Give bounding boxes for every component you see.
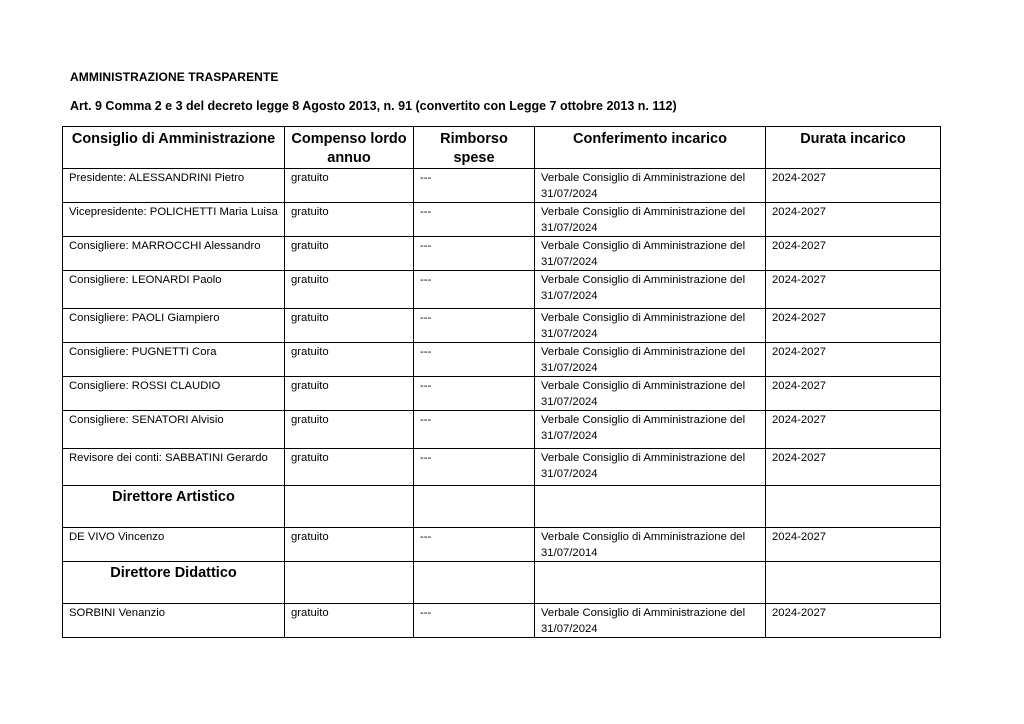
member-name: Presidente: ALESSANDRINI Pietro (63, 169, 285, 203)
header-consiglio: Consiglio di Amministrazione (63, 127, 285, 169)
empty-cell (414, 562, 535, 604)
member-compenso: gratuito (285, 237, 414, 271)
member-durata: 2024-2027 (766, 343, 941, 377)
member-name: Consigliere: PAOLI Giampiero (63, 309, 285, 343)
member-rimborso: --- (414, 604, 535, 638)
member-name: Revisore dei conti: SABBATINI Gerardo (63, 449, 285, 486)
table-row (63, 169, 941, 203)
member-durata: 2024-2027 (766, 237, 941, 271)
member-conferimento: Verbale Consiglio di Amministrazione del 31/07/2024 (535, 449, 766, 486)
member-name: Vicepresidente: POLICHETTI Maria Luisa (63, 203, 285, 237)
member-conferimento: Verbale Consiglio di Amministrazione del 31/07/2024 (535, 411, 766, 449)
member-compenso: gratuito (285, 271, 414, 309)
header-conferimento: Conferimento incarico (535, 127, 766, 169)
member-compenso: gratuito (285, 528, 414, 562)
header-rimborso: Rimborso spese (414, 127, 535, 169)
empty-cell (285, 486, 414, 528)
member-rimborso: --- (414, 309, 535, 343)
table-row (63, 271, 941, 309)
member-name: Consigliere: LEONARDI Paolo (63, 271, 285, 309)
table-row (63, 309, 941, 343)
member-durata: 2024-2027 (766, 604, 941, 638)
section-row-artistico (63, 486, 941, 528)
member-name: SORBINI Venanzio (63, 604, 285, 638)
table-row (63, 237, 941, 271)
table-header-row (63, 127, 941, 169)
member-rimborso: --- (414, 411, 535, 449)
member-compenso: gratuito (285, 203, 414, 237)
member-rimborso: --- (414, 343, 535, 377)
member-compenso: gratuito (285, 169, 414, 203)
member-durata: 2024-2027 (766, 377, 941, 411)
member-conferimento: Verbale Consiglio di Amministrazione del 31/07/2024 (535, 203, 766, 237)
table-row (63, 377, 941, 411)
empty-cell (766, 562, 941, 604)
member-compenso: gratuito (285, 309, 414, 343)
member-compenso: gratuito (285, 411, 414, 449)
member-conferimento: Verbale Consiglio di Amministrazione del 31/07/2024 (535, 309, 766, 343)
member-conferimento: Verbale Consiglio di Amministrazione del 31/07/2024 (535, 237, 766, 271)
table-row (63, 449, 941, 486)
member-name: Consigliere: MARROCCHI Alessandro (63, 237, 285, 271)
empty-cell (535, 562, 766, 604)
member-durata: 2024-2027 (766, 411, 941, 449)
member-rimborso: --- (414, 169, 535, 203)
member-durata: 2024-2027 (766, 449, 941, 486)
header-durata: Durata incarico (766, 127, 941, 169)
member-rimborso: --- (414, 237, 535, 271)
empty-cell (414, 486, 535, 528)
section-title-didattico: Direttore Didattico (63, 562, 285, 604)
member-durata: 2024-2027 (766, 203, 941, 237)
empty-cell (766, 486, 941, 528)
table-row (63, 604, 941, 638)
member-name: Consigliere: SENATORI Alvisio (63, 411, 285, 449)
member-rimborso: --- (414, 528, 535, 562)
empty-cell (535, 486, 766, 528)
member-conferimento: Verbale Consiglio di Amministrazione del 31/07/2024 (535, 604, 766, 638)
table-row (63, 528, 941, 562)
member-name: DE VIVO Vincenzo (63, 528, 285, 562)
member-conferimento: Verbale Consiglio di Amministrazione del 31/07/2024 (535, 377, 766, 411)
section-title-artistico: Direttore Artistico (63, 486, 285, 528)
table-row (63, 203, 941, 237)
table-row (63, 411, 941, 449)
member-name: Consigliere: PUGNETTI Cora (63, 343, 285, 377)
member-rimborso: --- (414, 449, 535, 486)
member-compenso: gratuito (285, 604, 414, 638)
member-rimborso: --- (414, 203, 535, 237)
member-name: Consigliere: ROSSI CLAUDIO (63, 377, 285, 411)
section-row-didattico (63, 562, 941, 604)
member-durata: 2024-2027 (766, 528, 941, 562)
member-durata: 2024-2027 (766, 169, 941, 203)
member-compenso: gratuito (285, 377, 414, 411)
member-compenso: gratuito (285, 343, 414, 377)
table-row (63, 343, 941, 377)
member-durata: 2024-2027 (766, 271, 941, 309)
header-compenso: Compenso lordo annuo (285, 127, 414, 169)
member-conferimento: Verbale Consiglio di Amministrazione del 31/07/2024 (535, 343, 766, 377)
member-conferimento: Verbale Consiglio di Amministrazione del 31/07/2024 (535, 271, 766, 309)
member-compenso: gratuito (285, 449, 414, 486)
member-durata: 2024-2027 (766, 309, 941, 343)
member-rimborso: --- (414, 377, 535, 411)
document-title: AMMINISTRAZIONE TRASPARENTE (70, 70, 279, 84)
member-conferimento: Verbale Consiglio di Amministrazione del 31/07/2014 (535, 528, 766, 562)
member-conferimento: Verbale Consiglio di Amministrazione del 31/07/2024 (535, 169, 766, 203)
empty-cell (285, 562, 414, 604)
member-rimborso: --- (414, 271, 535, 309)
board-table (62, 126, 941, 638)
document-subtitle: Art. 9 Comma 2 e 3 del decreto legge 8 Agosto 2013, n. 91 (convertito con Legge 7 ottobre 2013 n. 112) (70, 99, 677, 113)
